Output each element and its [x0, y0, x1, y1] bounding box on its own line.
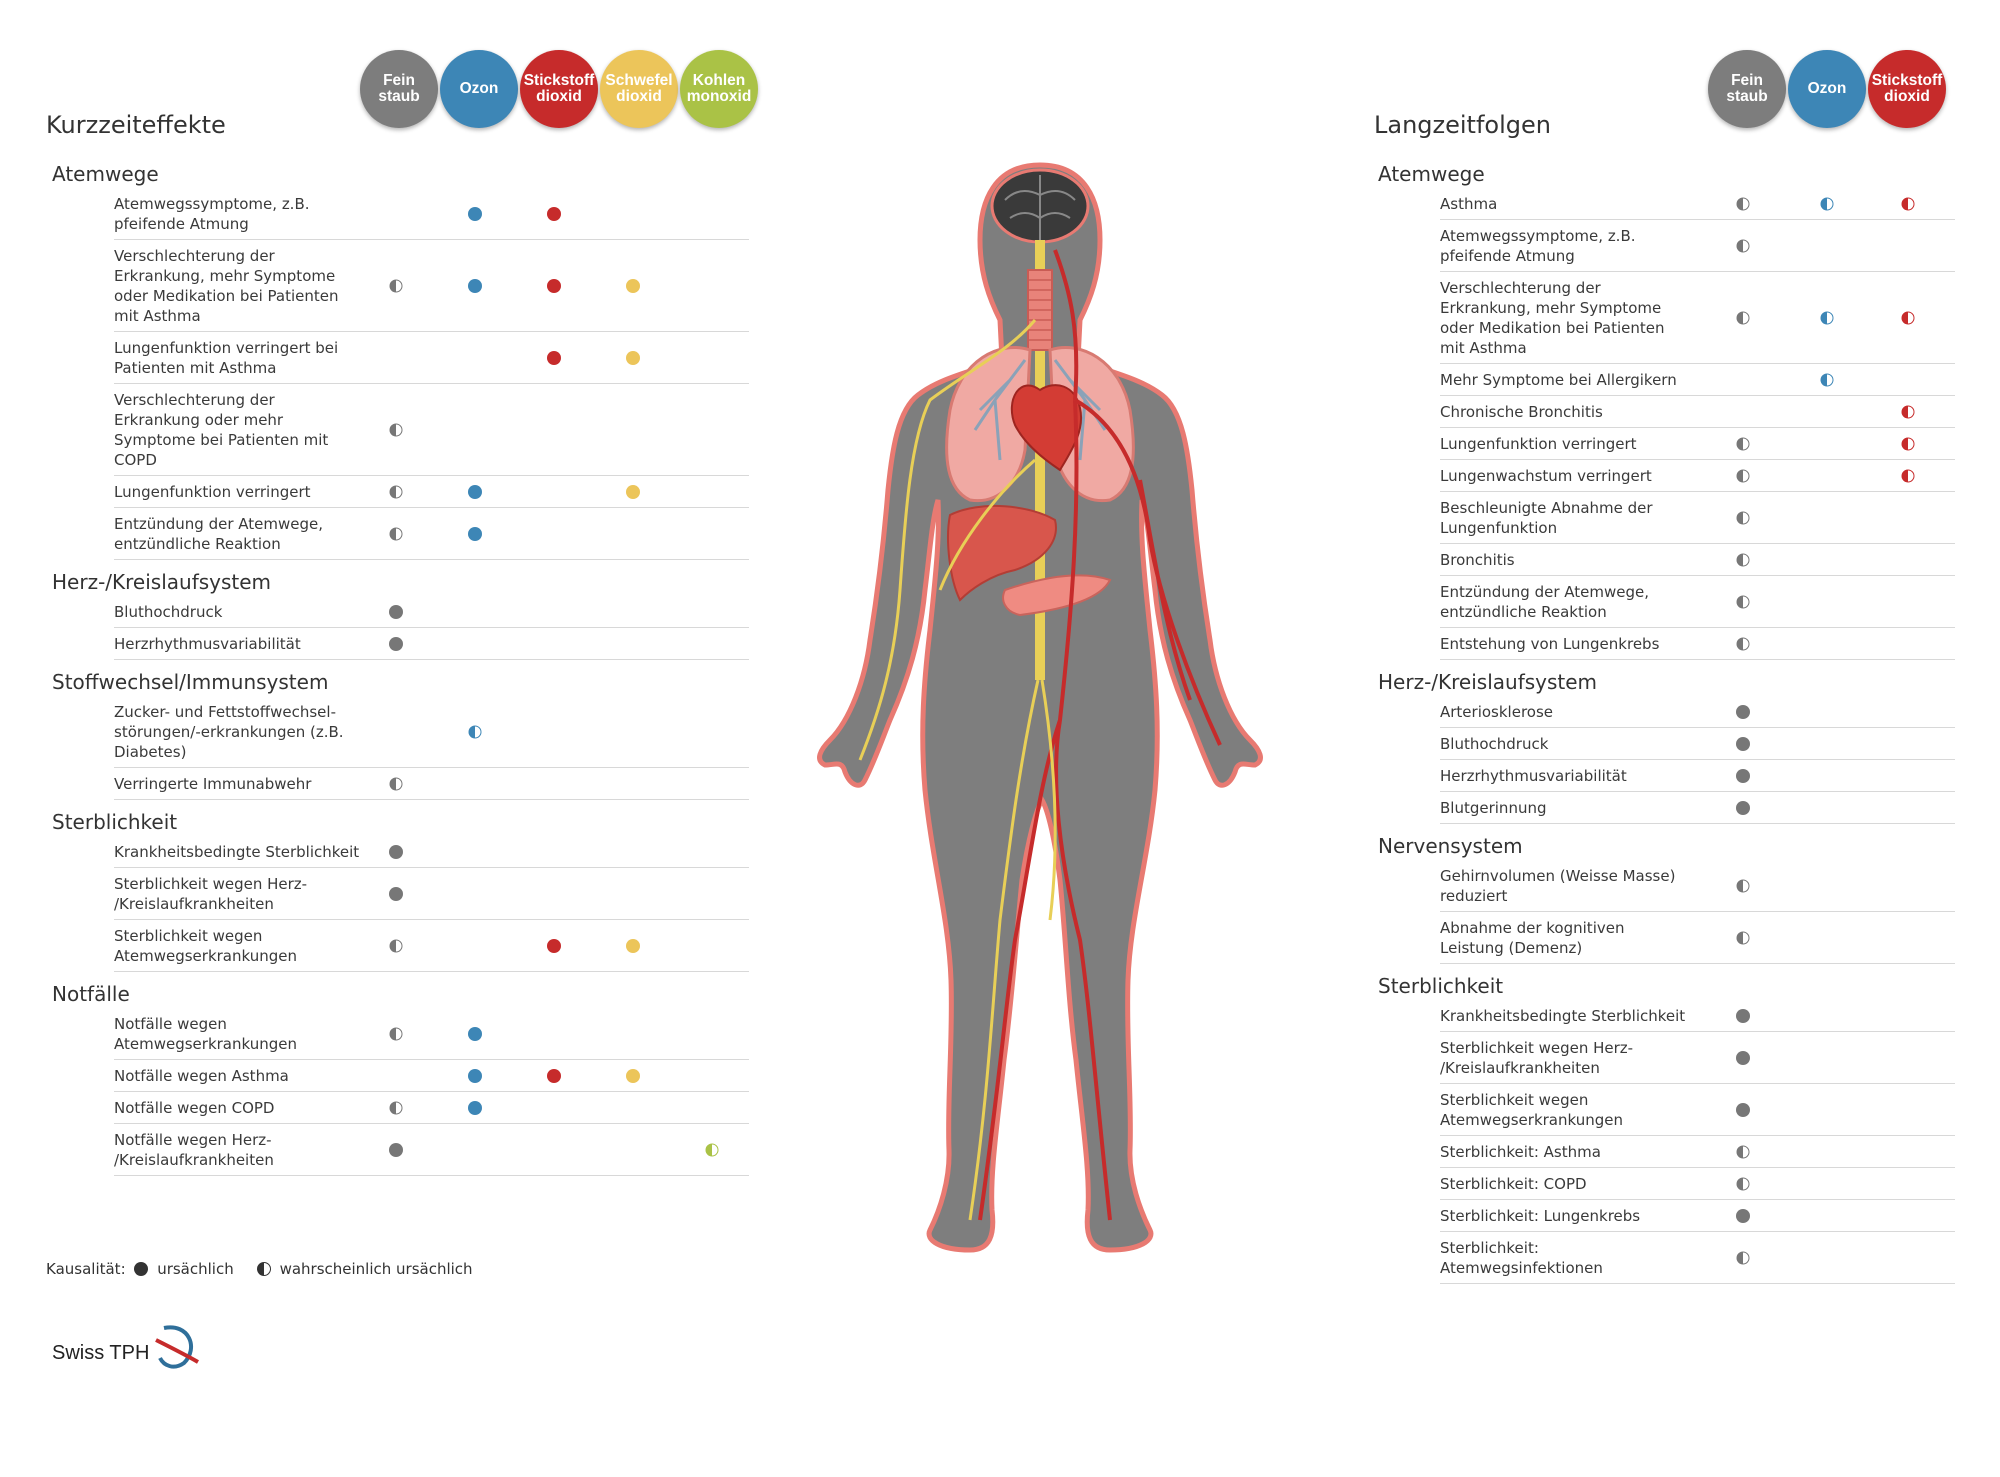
- probable-causal-feinstaub-marker: [390, 527, 403, 540]
- effect-label: Bronchitis: [1440, 550, 1515, 569]
- effect-label: Entzündung der Atemwege, entzündliche Reaktion: [114, 514, 323, 553]
- pollutant-kohlenmonoxid-badge: Kohlen monoxid: [680, 50, 758, 128]
- probable-causal-feinstaub-marker: [390, 279, 403, 292]
- effect-label: Entstehung von Lungenkrebs: [1440, 634, 1660, 653]
- effect-row: [1440, 188, 1955, 220]
- group-title: Notfälle: [52, 982, 130, 1006]
- effect-row: [114, 240, 749, 332]
- effect-row: [1440, 696, 1955, 728]
- effect-label: Verschlechterung der Erkrankung oder mehr Symptome bei Patienten mit COPD: [114, 390, 329, 469]
- effect-label: Verringerte Immunabwehr: [114, 774, 312, 793]
- effect-label: Sterblichkeit wegen Herz- /Kreislaufkrankheiten: [114, 874, 308, 913]
- probable-causal-feinstaub-marker: [1737, 1177, 1750, 1190]
- causal-feinstaub-marker: [389, 887, 403, 901]
- effect-label: Sterblichkeit: Atemwegsinfektionen: [1440, 1238, 1603, 1277]
- effect-row: [1440, 760, 1955, 792]
- effect-label: Krankheitsbedingte Sterblichkeit: [1440, 1006, 1686, 1025]
- effect-row: [1440, 272, 1955, 364]
- effect-label: Gehirnvolumen (Weisse Masse) reduziert: [1440, 866, 1676, 905]
- probable-causal-feinstaub-marker: [390, 1101, 403, 1114]
- causal-feinstaub-marker: [389, 845, 403, 859]
- effect-row: [1440, 428, 1955, 460]
- effect-row: [114, 332, 749, 384]
- causal-stickstoffdioxid-marker: [547, 1069, 561, 1083]
- pollutant-schwefeldioxid-badge: Schwefel dioxid: [600, 50, 678, 128]
- effect-label: Blutgerinnung: [1440, 798, 1547, 817]
- probable-causal-stickstoffdioxid-marker: [1902, 469, 1915, 482]
- pollutant-ozon-badge: Ozon: [1788, 50, 1866, 128]
- effect-label: Atemwegssymptome, z.B. pfeifende Atmung: [1440, 226, 1636, 265]
- effect-label: Sterblichkeit: Asthma: [1440, 1142, 1601, 1161]
- effect-label: Notfälle wegen Atemwegserkrankungen: [114, 1014, 297, 1053]
- effect-row: [114, 868, 749, 920]
- pollutant-feinstaub-badge: Fein staub: [1708, 50, 1786, 128]
- effect-row: [1440, 1200, 1955, 1232]
- effect-label: Atemwegssymptome, z.B. pfeifende Atmung: [114, 194, 310, 233]
- effect-label: Arteriosklerose: [1440, 702, 1554, 721]
- causal-stickstoffdioxid-marker: [547, 351, 561, 365]
- causal-feinstaub-marker: [1736, 1009, 1750, 1023]
- probable-causal-feinstaub-marker: [390, 939, 403, 952]
- probable-causal-feinstaub-marker: [390, 423, 403, 436]
- probable-causal-feinstaub-marker: [390, 485, 403, 498]
- probable-causal-stickstoffdioxid-marker: [1902, 197, 1915, 210]
- group-title: Nervensystem: [1378, 834, 1523, 858]
- effect-label: Beschleunigte Abnahme der Lungenfunktion: [1440, 498, 1653, 537]
- effect-row: [1440, 364, 1955, 396]
- effect-row: [1440, 628, 1955, 660]
- effect-row: [114, 1060, 749, 1092]
- effect-label: Verschlechterung der Erkrankung, mehr Symptome oder Medikation bei Patienten mit Asthma: [1440, 278, 1665, 357]
- causal-schwefeldioxid-marker: [626, 1069, 640, 1083]
- effect-row: [114, 1008, 749, 1060]
- probable-causal-feinstaub-marker: [1737, 637, 1750, 650]
- probable-causal-feinstaub-marker: [1737, 1251, 1750, 1264]
- probable-causal-feinstaub-marker: [1737, 931, 1750, 944]
- causal-feinstaub-marker: [1736, 1209, 1750, 1223]
- probable-causal-stickstoffdioxid-marker: [1902, 437, 1915, 450]
- effect-row: [114, 596, 749, 628]
- causal-schwefeldioxid-marker: [626, 485, 640, 499]
- causal-ozon-marker: [468, 1069, 482, 1083]
- effect-row: [114, 188, 749, 240]
- logo-text: Swiss TPH: [52, 1342, 150, 1364]
- causal-ozon-marker: [468, 279, 482, 293]
- causal-feinstaub-marker: [1736, 1051, 1750, 1065]
- causal-schwefeldioxid-marker: [626, 351, 640, 365]
- probable-causal-kohlenmonoxid-marker: [706, 1143, 719, 1156]
- probable-causal-stickstoffdioxid-marker: [1902, 405, 1915, 418]
- effect-row: [1440, 860, 1955, 912]
- effect-row: [114, 384, 749, 476]
- effect-row: [114, 696, 749, 768]
- group-title: Atemwege: [52, 162, 159, 186]
- causal-feinstaub-marker: [1736, 737, 1750, 751]
- causal-schwefeldioxid-marker: [626, 279, 640, 293]
- effect-label: Abnahme der kognitiven Leistung (Demenz): [1440, 918, 1625, 957]
- causal-ozon-marker: [468, 1027, 482, 1041]
- body-svg: [810, 160, 1270, 1280]
- effect-label: Herzrhythmusvariabilität: [1440, 766, 1627, 785]
- effect-row: [1440, 1136, 1955, 1168]
- effect-row: [1440, 1000, 1955, 1032]
- probable-causal-ozon-marker: [1821, 373, 1834, 386]
- causal-feinstaub-marker: [1736, 705, 1750, 719]
- effect-label: Sterblichkeit wegen Atemwegserkrankungen: [1440, 1090, 1623, 1129]
- effect-label: Sterblichkeit: COPD: [1440, 1174, 1587, 1193]
- causal-feinstaub-marker: [389, 605, 403, 619]
- effect-row: [114, 508, 749, 560]
- effect-row: [1440, 792, 1955, 824]
- effect-label: Verschlechterung der Erkrankung, mehr Symptome oder Medikation bei Patienten mit Asthma: [114, 246, 339, 325]
- legend-probable: wahrscheinlich ursächlich: [279, 1260, 473, 1278]
- short-term-title: Kurzzeiteffekte: [46, 111, 226, 139]
- probable-causal-feinstaub-marker: [1737, 595, 1750, 608]
- probable-causal-feinstaub-marker: [1737, 311, 1750, 324]
- group-title: Sterblichkeit: [52, 810, 178, 834]
- causal-ozon-marker: [468, 207, 482, 221]
- group-title: Herz-/Kreislaufsystem: [52, 570, 272, 594]
- effect-label: Bluthochdruck: [1440, 734, 1549, 753]
- effect-row: [114, 836, 749, 868]
- effect-label: Notfälle wegen Asthma: [114, 1066, 289, 1085]
- effect-label: Notfälle wegen COPD: [114, 1098, 275, 1117]
- effect-label: Asthma: [1440, 194, 1498, 213]
- probable-causal-feinstaub-marker: [1737, 469, 1750, 482]
- causal-feinstaub-marker: [1736, 769, 1750, 783]
- pollutant-stickstoffdioxid-badge: Stickstoff dioxid: [520, 50, 598, 128]
- effect-label: Herzrhythmusvariabilität: [114, 634, 301, 653]
- legend-prefix: Kausalität:: [46, 1260, 126, 1278]
- causal-schwefeldioxid-marker: [626, 939, 640, 953]
- effect-label: Lungenfunktion verringert bei Patienten mit Asthma: [114, 338, 339, 377]
- effect-label: Lungenfunktion verringert: [1440, 434, 1637, 453]
- effect-row: [1440, 460, 1955, 492]
- group-title: Atemwege: [1378, 162, 1485, 186]
- effect-row: [1440, 576, 1955, 628]
- effect-label: Mehr Symptome bei Allergikern: [1440, 370, 1677, 389]
- effect-label: Entzündung der Atemwege, entzündliche Reaktion: [1440, 582, 1649, 621]
- causal-feinstaub-marker: [1736, 1103, 1750, 1117]
- effect-row: [1440, 492, 1955, 544]
- effect-row: [1440, 396, 1955, 428]
- causal-ozon-marker: [468, 527, 482, 541]
- probable-causal-feinstaub-marker: [1737, 197, 1750, 210]
- probable-causal-stickstoffdioxid-marker: [1902, 311, 1915, 324]
- effect-label: Lungenwachstum verringert: [1440, 466, 1652, 485]
- group-title: Herz-/Kreislaufsystem: [1378, 670, 1598, 694]
- effect-row: [1440, 544, 1955, 576]
- probable-causal-feinstaub-marker: [1737, 553, 1750, 566]
- effect-label: Bluthochdruck: [114, 602, 223, 621]
- effect-label: Krankheitsbedingte Sterblichkeit: [114, 842, 360, 861]
- effect-label: Sterblichkeit wegen Herz- /Kreislaufkrankheiten: [1440, 1038, 1634, 1077]
- effect-row: [1440, 1168, 1955, 1200]
- probable-causal-ozon-marker: [1821, 311, 1834, 324]
- pollutant-ozon-badge: Ozon: [440, 50, 518, 128]
- effect-row: [1440, 1232, 1955, 1284]
- probable-causal-feinstaub-marker: [1737, 239, 1750, 252]
- effect-label: Chronische Bronchitis: [1440, 402, 1603, 421]
- long-term-title: Langzeitfolgen: [1374, 111, 1551, 139]
- effect-row: [114, 1124, 749, 1176]
- effect-label: Notfälle wegen Herz- /Kreislaufkrankheiten: [114, 1130, 274, 1169]
- effect-row: [1440, 728, 1955, 760]
- effect-row: [114, 1092, 749, 1124]
- causal-feinstaub-marker: [389, 637, 403, 651]
- logo-swirl-icon: [154, 1318, 200, 1370]
- effect-label: Sterblichkeit: Lungenkrebs: [1440, 1206, 1641, 1225]
- causal-ozon-marker: [468, 485, 482, 499]
- causal-feinstaub-marker: [1736, 801, 1750, 815]
- effect-row: [1440, 1032, 1955, 1084]
- causality-legend: [46, 1260, 473, 1278]
- effect-row: [1440, 912, 1955, 964]
- effect-row: [1440, 220, 1955, 272]
- probable-causal-feinstaub-marker: [1737, 879, 1750, 892]
- causal-stickstoffdioxid-marker: [547, 939, 561, 953]
- effect-row: [114, 476, 749, 508]
- causal-ozon-marker: [468, 1101, 482, 1115]
- causal-stickstoffdioxid-marker: [547, 207, 561, 221]
- probable-causal-feinstaub-marker: [1737, 1145, 1750, 1158]
- human-body-illustration: [810, 160, 1270, 1280]
- probable-causal-feinstaub-marker: [390, 777, 403, 790]
- probable-causal-ozon-marker: [1821, 197, 1834, 210]
- probable-causal-feinstaub-marker: [390, 1027, 403, 1040]
- full-circle-icon: [134, 1262, 148, 1276]
- probable-causal-ozon-marker: [469, 725, 482, 738]
- effect-row: [114, 920, 749, 972]
- pollutant-stickstoffdioxid-badge: Stickstoff dioxid: [1868, 50, 1946, 128]
- effect-label: Sterblichkeit wegen Atemwegserkrankungen: [114, 926, 297, 965]
- legend-causal: ursächlich: [157, 1260, 234, 1278]
- probable-causal-feinstaub-marker: [1737, 511, 1750, 524]
- half-circle-icon: [257, 1262, 271, 1276]
- effect-row: [1440, 1084, 1955, 1136]
- effect-label: Lungenfunktion verringert: [114, 482, 311, 501]
- group-title: Stoffwechsel/Immunsystem: [52, 670, 329, 694]
- effect-label: Zucker- und Fettstoffwechsel- störungen/-erkrankungen (z.B. Diabetes): [114, 702, 344, 761]
- group-title: Sterblichkeit: [1378, 974, 1504, 998]
- probable-causal-feinstaub-marker: [1737, 437, 1750, 450]
- pollutant-feinstaub-badge: Fein staub: [360, 50, 438, 128]
- effect-row: [114, 768, 749, 800]
- causal-stickstoffdioxid-marker: [547, 279, 561, 293]
- causal-feinstaub-marker: [389, 1143, 403, 1157]
- effect-row: [114, 628, 749, 660]
